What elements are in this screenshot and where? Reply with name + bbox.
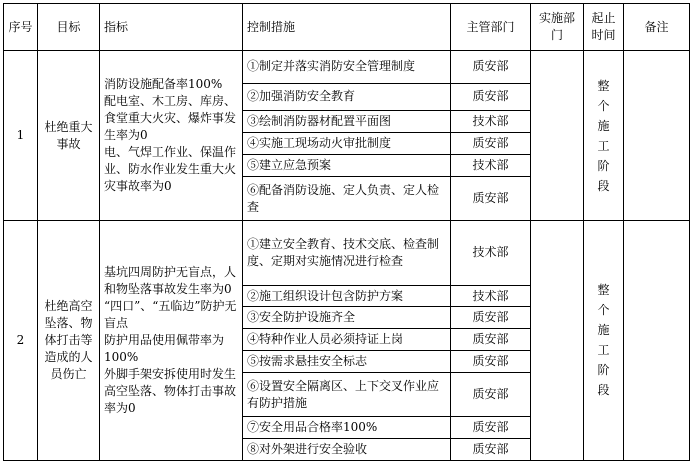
header-note: 备注 bbox=[624, 4, 690, 51]
indicator-cell bbox=[100, 51, 243, 221]
dept-cell: 质安部 bbox=[451, 133, 531, 155]
dept-cell: 质安部 bbox=[451, 177, 531, 221]
measure-cell: ④实施工现场动火审批制度 bbox=[243, 133, 451, 155]
indicator-text: 基坑四周防护无盲点，人和物坠落事故发生率为0 “四口”、“五临边”防护无盲点 防护用品使用佩带率为100% 外脚手架安拆使用时发生高空坠落、物体打击事故率为0 bbox=[104, 264, 237, 415]
table-row bbox=[4, 220, 690, 285]
dept-cell: 质安部 bbox=[451, 417, 531, 439]
header-dept: 主管部门 bbox=[451, 4, 531, 51]
note-cell bbox=[624, 220, 690, 460]
period-cell bbox=[584, 220, 624, 460]
target-measures-table bbox=[3, 3, 690, 461]
dept-cell: 技术部 bbox=[451, 155, 531, 177]
impl-cell bbox=[531, 220, 584, 460]
period-text: 整个施工阶段 bbox=[597, 78, 610, 193]
measure-cell: ⑦安全用品合格率100% bbox=[243, 417, 451, 439]
dept-cell: 质安部 bbox=[451, 51, 531, 83]
table-row bbox=[4, 51, 690, 83]
measure-cell: ①建立安全教育、技术交底、检查制度、定期对实施情况进行检查 bbox=[243, 220, 451, 285]
measure-cell: ④特种作业人员必须持证上岗 bbox=[243, 329, 451, 351]
dept-cell: 技术部 bbox=[451, 220, 531, 285]
measure-cell: ③绘制消防器材配置平面图 bbox=[243, 111, 451, 133]
measure-cell: ②施工组织设计包含防护方案 bbox=[243, 285, 451, 307]
measure-cell: ①制定并落实消防安全管理制度 bbox=[243, 51, 451, 83]
period-text: 整个施工阶段 bbox=[597, 283, 610, 398]
measure-cell: ⑤按需求悬挂安全标志 bbox=[243, 351, 451, 373]
header-period: 起止时间 bbox=[584, 4, 624, 51]
dept-cell: 质安部 bbox=[451, 83, 531, 111]
dept-cell: 质安部 bbox=[451, 351, 531, 373]
indicator-text: 消防设施配备率100% 配电室、木工房、库房、食堂重大火灾、爆炸事发生率为0 电、气焊工作业、保温作业、防水作业发生重大火灾事故率为0 bbox=[104, 77, 237, 194]
measure-cell: ⑧对外架进行安全验收 bbox=[243, 439, 451, 461]
seq-cell: 1 bbox=[4, 51, 38, 221]
period-cell bbox=[584, 51, 624, 221]
measure-cell: ⑤建立应急预案 bbox=[243, 155, 451, 177]
dept-cell: 质安部 bbox=[451, 307, 531, 329]
goal-cell: 杜绝高空坠落、物体打击等造成的人员伤亡 bbox=[38, 220, 100, 460]
header-impl: 实施部门 bbox=[531, 4, 584, 51]
measure-cell: ⑥配备消防设施、定人负责、定人检查 bbox=[243, 177, 451, 221]
seq-cell: 2 bbox=[4, 220, 38, 460]
impl-cell bbox=[531, 51, 584, 221]
goal-cell: 杜绝重大事故 bbox=[38, 51, 100, 221]
measure-cell: ③安全防护设施齐全 bbox=[243, 307, 451, 329]
dept-cell: 质安部 bbox=[451, 373, 531, 417]
header-indicator: 指标 bbox=[100, 4, 243, 51]
header-measures: 控制措施 bbox=[243, 4, 451, 51]
header-goal: 目标 bbox=[38, 4, 100, 51]
dept-cell: 质安部 bbox=[451, 439, 531, 461]
dept-cell: 技术部 bbox=[451, 111, 531, 133]
note-cell bbox=[624, 51, 690, 221]
header-seq: 序号 bbox=[4, 4, 38, 51]
dept-cell: 质安部 bbox=[451, 329, 531, 351]
indicator-cell bbox=[100, 220, 243, 460]
header-row bbox=[4, 4, 690, 51]
measure-cell: ⑥设置安全隔离区、上下交叉作业应有防护措施 bbox=[243, 373, 451, 417]
dept-cell: 技术部 bbox=[451, 285, 531, 307]
measure-cell: ②加强消防安全教育 bbox=[243, 83, 451, 111]
